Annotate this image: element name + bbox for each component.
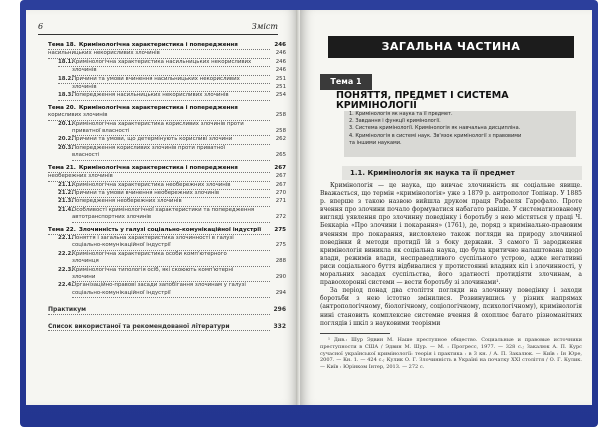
outline-item: 3. Система кримінології. Кримінологія як навчальна дисципліна. bbox=[349, 125, 521, 132]
toc-entry-label bbox=[48, 50, 270, 58]
toc-entry bbox=[48, 267, 286, 274]
toc-entry-text: Причини та умови вчинення необережних злочинів bbox=[72, 189, 220, 196]
toc-entry-label bbox=[48, 112, 270, 120]
toc-entry-page: 275 bbox=[275, 242, 286, 249]
body-text bbox=[320, 182, 582, 328]
toc-entry-text: приватної власності bbox=[72, 128, 130, 135]
toc-entry-label bbox=[48, 105, 270, 112]
toc-entry-number: Тема 20. bbox=[48, 104, 76, 111]
toc-entry-page: 258 bbox=[275, 128, 286, 135]
part-title: ЗАГАЛЬНА ЧАСТИНА bbox=[328, 36, 574, 58]
toc-entry-label bbox=[58, 190, 270, 198]
toc-entry-label bbox=[72, 67, 270, 75]
section-title: 1.1. Кримінологія як наука та її предмет bbox=[342, 166, 582, 180]
toc-entry-text: Злочинність у галузі соціально-комунікаційної індустрії bbox=[78, 226, 262, 233]
outline-item: та іншими науками. bbox=[349, 139, 402, 146]
toc-entry-label bbox=[48, 323, 270, 331]
toc-entry-text: Попередження насильницьких некорисливих злочинів bbox=[72, 92, 229, 99]
toc-entry-page: 275 bbox=[274, 226, 286, 233]
toc-entry-page: 290 bbox=[275, 273, 286, 280]
toc-entry-text: Кримінологічна характеристика і попередження bbox=[78, 42, 238, 48]
toc-entry bbox=[48, 227, 286, 235]
toc-entry-label bbox=[58, 251, 270, 258]
toc-entry bbox=[48, 290, 286, 298]
toc-entry-text: Список використаної та рекомендованої літератури bbox=[48, 322, 230, 330]
toc-entry-text: злочинця bbox=[72, 258, 99, 265]
toc-entry-number: 21.4. bbox=[58, 206, 74, 213]
toc-entry-number: Тема 21. bbox=[48, 164, 76, 171]
toc-entry-number: 20.3. bbox=[58, 144, 74, 151]
toc-entry-page: 246 bbox=[274, 42, 286, 48]
toc-entry-page: 254 bbox=[275, 92, 286, 99]
toc-entry-text: соціально-комунікаційної індустрії bbox=[72, 242, 171, 249]
toc-entry-label bbox=[58, 198, 270, 206]
toc-entry bbox=[48, 42, 286, 50]
toc-entry bbox=[48, 165, 286, 173]
footnote: ¹ Див.: Шур Эдвин М. Наше преступное общество. Социальные и правовые источники преступности в США / Эдвин М. Шур. — М. : Прогресс, 1977. — 328 с.; Закалюк А. П. Курс сучасної української кримінології: теорія і практика : в 3 кн. / А. П. Закалюк. — Київ : Ін Юре, 2007. — Кн. 1. — 424 с.; Кулик О. Г. Злочинність в Україні на початку XXI століття / О. Г. Кулик. — Київ : Юрінком Інтер, 2013. — 272 с. bbox=[320, 337, 582, 371]
toc-entry-text: Кримінологічна типологія осіб, які скоюють комп'ютерні bbox=[72, 266, 234, 273]
toc-entry-page: 258 bbox=[275, 112, 286, 119]
toc-entry bbox=[48, 128, 286, 136]
toc-entry-page: 246 bbox=[275, 58, 286, 65]
toc-entry-label bbox=[72, 152, 270, 160]
toc-entry-label bbox=[58, 59, 270, 67]
toc-entry-page: 270 bbox=[275, 189, 286, 196]
toc-entry bbox=[48, 282, 286, 289]
toc-entry-number: 18.3. bbox=[58, 92, 74, 99]
topic-header bbox=[320, 74, 582, 111]
toc-entry-number: 22.1. bbox=[58, 234, 74, 241]
toc-entry bbox=[48, 112, 286, 120]
toc-entry-page: 272 bbox=[275, 214, 286, 221]
toc-entry bbox=[48, 182, 286, 190]
toc-entry bbox=[48, 59, 286, 67]
body-paragraph: Кримінологія — це наука, що вивчає злочинність як соціальне явище. Вважається, що термін «кримінологія» уже з 1879 р. антрополог Топінар. У 1885 р. вперше з такою назвою вийшла друком праця Рафаеля Гарофало. Проте вчення про злочини почало формуватися набагато раніше. У систематизованому вигляді уявлення про злочинну поведінку і боротьбу з нею містяться у праці Ч. Беккаріа «Про злочини і покарання» (1761), де, поряд з кримінально-правовим вченням про покарання, висловлено також погляди на природу злочинної поведінки й методи протидії їй з боку держави. З самого її зародження кримінологія виникла як соціальна наука, що була критично налаштована щодо влади, режимів влади, несправедливого суспільного устрою, адже негативні риси соціального буття відбивалися у протистоянні владних кіл і злочинності, у моральних засадах суспільства, його здатності протидіяти злочинам, а правоохоронні системи — вести боротьбу зі злочинами¹. bbox=[320, 182, 582, 287]
left-page bbox=[26, 10, 298, 405]
toc-entry bbox=[48, 152, 286, 160]
footnote-separator bbox=[320, 333, 390, 334]
toc-entry-number: Тема 22. bbox=[48, 226, 76, 233]
toc-entry-page: 267 bbox=[275, 181, 286, 188]
toc-entry-label bbox=[48, 306, 270, 314]
toc-entry-label bbox=[48, 227, 270, 235]
toc-entry-label bbox=[58, 207, 270, 214]
toc-entry-text: автотранспортних злочинів bbox=[72, 214, 152, 221]
toc-entry-label bbox=[72, 84, 270, 92]
toc-entry-page: 332 bbox=[273, 322, 286, 330]
outline-item: 4. Кримінологія в системі наук. Зв'язок кримінології з правовими bbox=[349, 132, 522, 139]
toc-entry-label bbox=[48, 165, 270, 173]
toc-entry-text: соціально-комунікаційної індустрії bbox=[72, 289, 171, 296]
outline-item: 2. Завдання і функції кримінології. bbox=[349, 118, 441, 125]
toc-entry-number: 20.2. bbox=[58, 136, 74, 143]
toc-entry-text: злочинів bbox=[72, 67, 97, 74]
toc-entry-page: 251 bbox=[275, 75, 286, 82]
toc-entry-text: насильницьких некорисливих злочинів bbox=[48, 50, 160, 57]
toc-entry bbox=[48, 214, 286, 222]
page-number: 6 bbox=[38, 22, 44, 31]
toc-entry bbox=[48, 251, 286, 258]
toc-entry-label bbox=[58, 282, 270, 289]
toc-entry-text: Кримінологічна характеристика насильницьких некорисливих bbox=[72, 58, 252, 65]
toc-entry bbox=[48, 92, 286, 100]
toc-entry-label bbox=[58, 136, 270, 144]
toc-entry bbox=[48, 145, 286, 152]
toc-entry-page: 246 bbox=[275, 67, 286, 74]
topic-title: ПОНЯТТЯ, ПРЕДМЕТ І СИСТЕМА КРИМІНОЛОГІЇ bbox=[336, 90, 509, 111]
toc-entry-label bbox=[48, 42, 270, 50]
body-paragraph: За період понад два століття погляди на злочинну поведінку і заходи боротьби з нею істотно змінилися. Розвинувшись у різних напрямах (антропологічному, біологічному, соціологічному, психологічному), кримінологія нині становить комплексне системне вчення й охоплює багато різноманітних поглядів і шкіл з науковими теоріями bbox=[320, 287, 582, 327]
outline-item: 1. Кримінологія як наука та її предмет. bbox=[349, 111, 453, 117]
toc-entry bbox=[48, 323, 286, 331]
toc-entry bbox=[48, 67, 286, 75]
toc-entry-number: 18.2. bbox=[58, 75, 74, 82]
toc-entry-page: 262 bbox=[275, 136, 286, 143]
toc-entry bbox=[48, 136, 286, 144]
toc-entry-number: 21.2. bbox=[58, 189, 74, 196]
toc-entry-page: 251 bbox=[275, 84, 286, 91]
toc-entry bbox=[48, 242, 286, 250]
toc-entry-number: 21.1. bbox=[58, 181, 74, 188]
toc-entry-number: 22.4. bbox=[58, 282, 74, 289]
toc-entry-text: злочини bbox=[72, 273, 96, 280]
toc-entry bbox=[48, 173, 286, 181]
toc-entry-page: 265 bbox=[275, 152, 286, 159]
toc-entry bbox=[48, 76, 286, 84]
toc-entry-page: 267 bbox=[274, 164, 286, 171]
toc-entry-label bbox=[72, 258, 270, 266]
running-header bbox=[38, 20, 278, 35]
table-of-contents bbox=[48, 38, 286, 331]
toc-entry-label bbox=[72, 128, 270, 136]
toc-entry bbox=[48, 258, 286, 266]
toc-entry-label bbox=[48, 173, 270, 181]
toc-entry-text: Організаційно-правові засади запобігання злочинам у галузі bbox=[72, 282, 246, 289]
toc-entry-page: 246 bbox=[275, 50, 286, 57]
toc-entry bbox=[48, 84, 286, 92]
toc-entry-text: Особливості кримінологічної характеристики та попередження bbox=[72, 206, 255, 213]
toc-entry-page: 271 bbox=[275, 198, 286, 205]
toc-entry-label bbox=[72, 290, 270, 298]
toc-entry-number: Тема 18. bbox=[48, 42, 76, 48]
toc-entry-text: Попередження необережних злочинів bbox=[72, 198, 182, 205]
toc-entry bbox=[48, 50, 286, 58]
toc-entry-text: необережних злочинів bbox=[48, 173, 113, 180]
toc-entry-text: Причини та умови вчинення насильницьких некорисливих bbox=[72, 75, 240, 82]
toc-entry-label bbox=[58, 145, 270, 152]
toc-entry-number: 22.2. bbox=[58, 250, 74, 257]
toc-entry-number: 20.1. bbox=[58, 120, 74, 127]
toc-entry-label bbox=[58, 92, 270, 100]
toc-entry-page: 267 bbox=[275, 173, 286, 180]
toc-entry-text: Кримінологічна характеристика і попередження bbox=[78, 104, 238, 111]
toc-entry-text: Причини та умови, що детермінують корисливі злочини bbox=[72, 136, 233, 143]
toc-entry-label bbox=[72, 214, 270, 222]
toc-entry-label bbox=[58, 182, 270, 190]
toc-entry-text: Поняття і загальна характеристика злочинності в галузі bbox=[72, 234, 234, 241]
toc-entry bbox=[48, 306, 286, 314]
toc-entry bbox=[48, 207, 286, 214]
toc-entry bbox=[48, 198, 286, 206]
footnotes bbox=[320, 337, 582, 371]
right-page bbox=[300, 10, 592, 405]
toc-entry-text: Кримінологічна характеристика особи комп'ютерного bbox=[72, 250, 227, 257]
toc-entry-text: злочинів bbox=[72, 84, 97, 91]
toc-entry-label bbox=[72, 242, 270, 250]
toc-entry-number: 21.3. bbox=[58, 198, 74, 205]
toc-entry-text: Попередження корисливих злочинів проти приватної bbox=[72, 144, 226, 151]
toc-entry-number: 22.3. bbox=[58, 266, 74, 273]
topic-label: Тема 1 bbox=[320, 74, 372, 90]
toc-entry-number: 18.1. bbox=[58, 58, 74, 65]
toc-entry-text: Кримінологічна характеристика необережних злочинів bbox=[72, 181, 231, 188]
toc-entry-page: 296 bbox=[273, 306, 286, 314]
running-title: Зміст bbox=[251, 22, 278, 31]
toc-entry-label bbox=[58, 121, 270, 128]
toc-entry-label bbox=[58, 267, 270, 274]
toc-entry-page: 294 bbox=[275, 289, 286, 296]
toc-entry-text: Практикум bbox=[48, 306, 87, 314]
toc-entry-text: Кримінологічна характеристика і попередження bbox=[78, 164, 238, 171]
toc-entry-text: Кримінологічна характеристика корисливих злочинів проти bbox=[72, 120, 244, 127]
toc-entry bbox=[48, 105, 286, 112]
toc-entry-text: корисливих злочинів bbox=[48, 112, 108, 119]
toc-entry bbox=[48, 190, 286, 198]
topic-outline bbox=[344, 111, 576, 157]
toc-entry-text: власності bbox=[72, 152, 100, 159]
toc-entry bbox=[48, 121, 286, 128]
toc-entry-label bbox=[58, 76, 270, 84]
toc-entry-page: 288 bbox=[275, 258, 286, 265]
